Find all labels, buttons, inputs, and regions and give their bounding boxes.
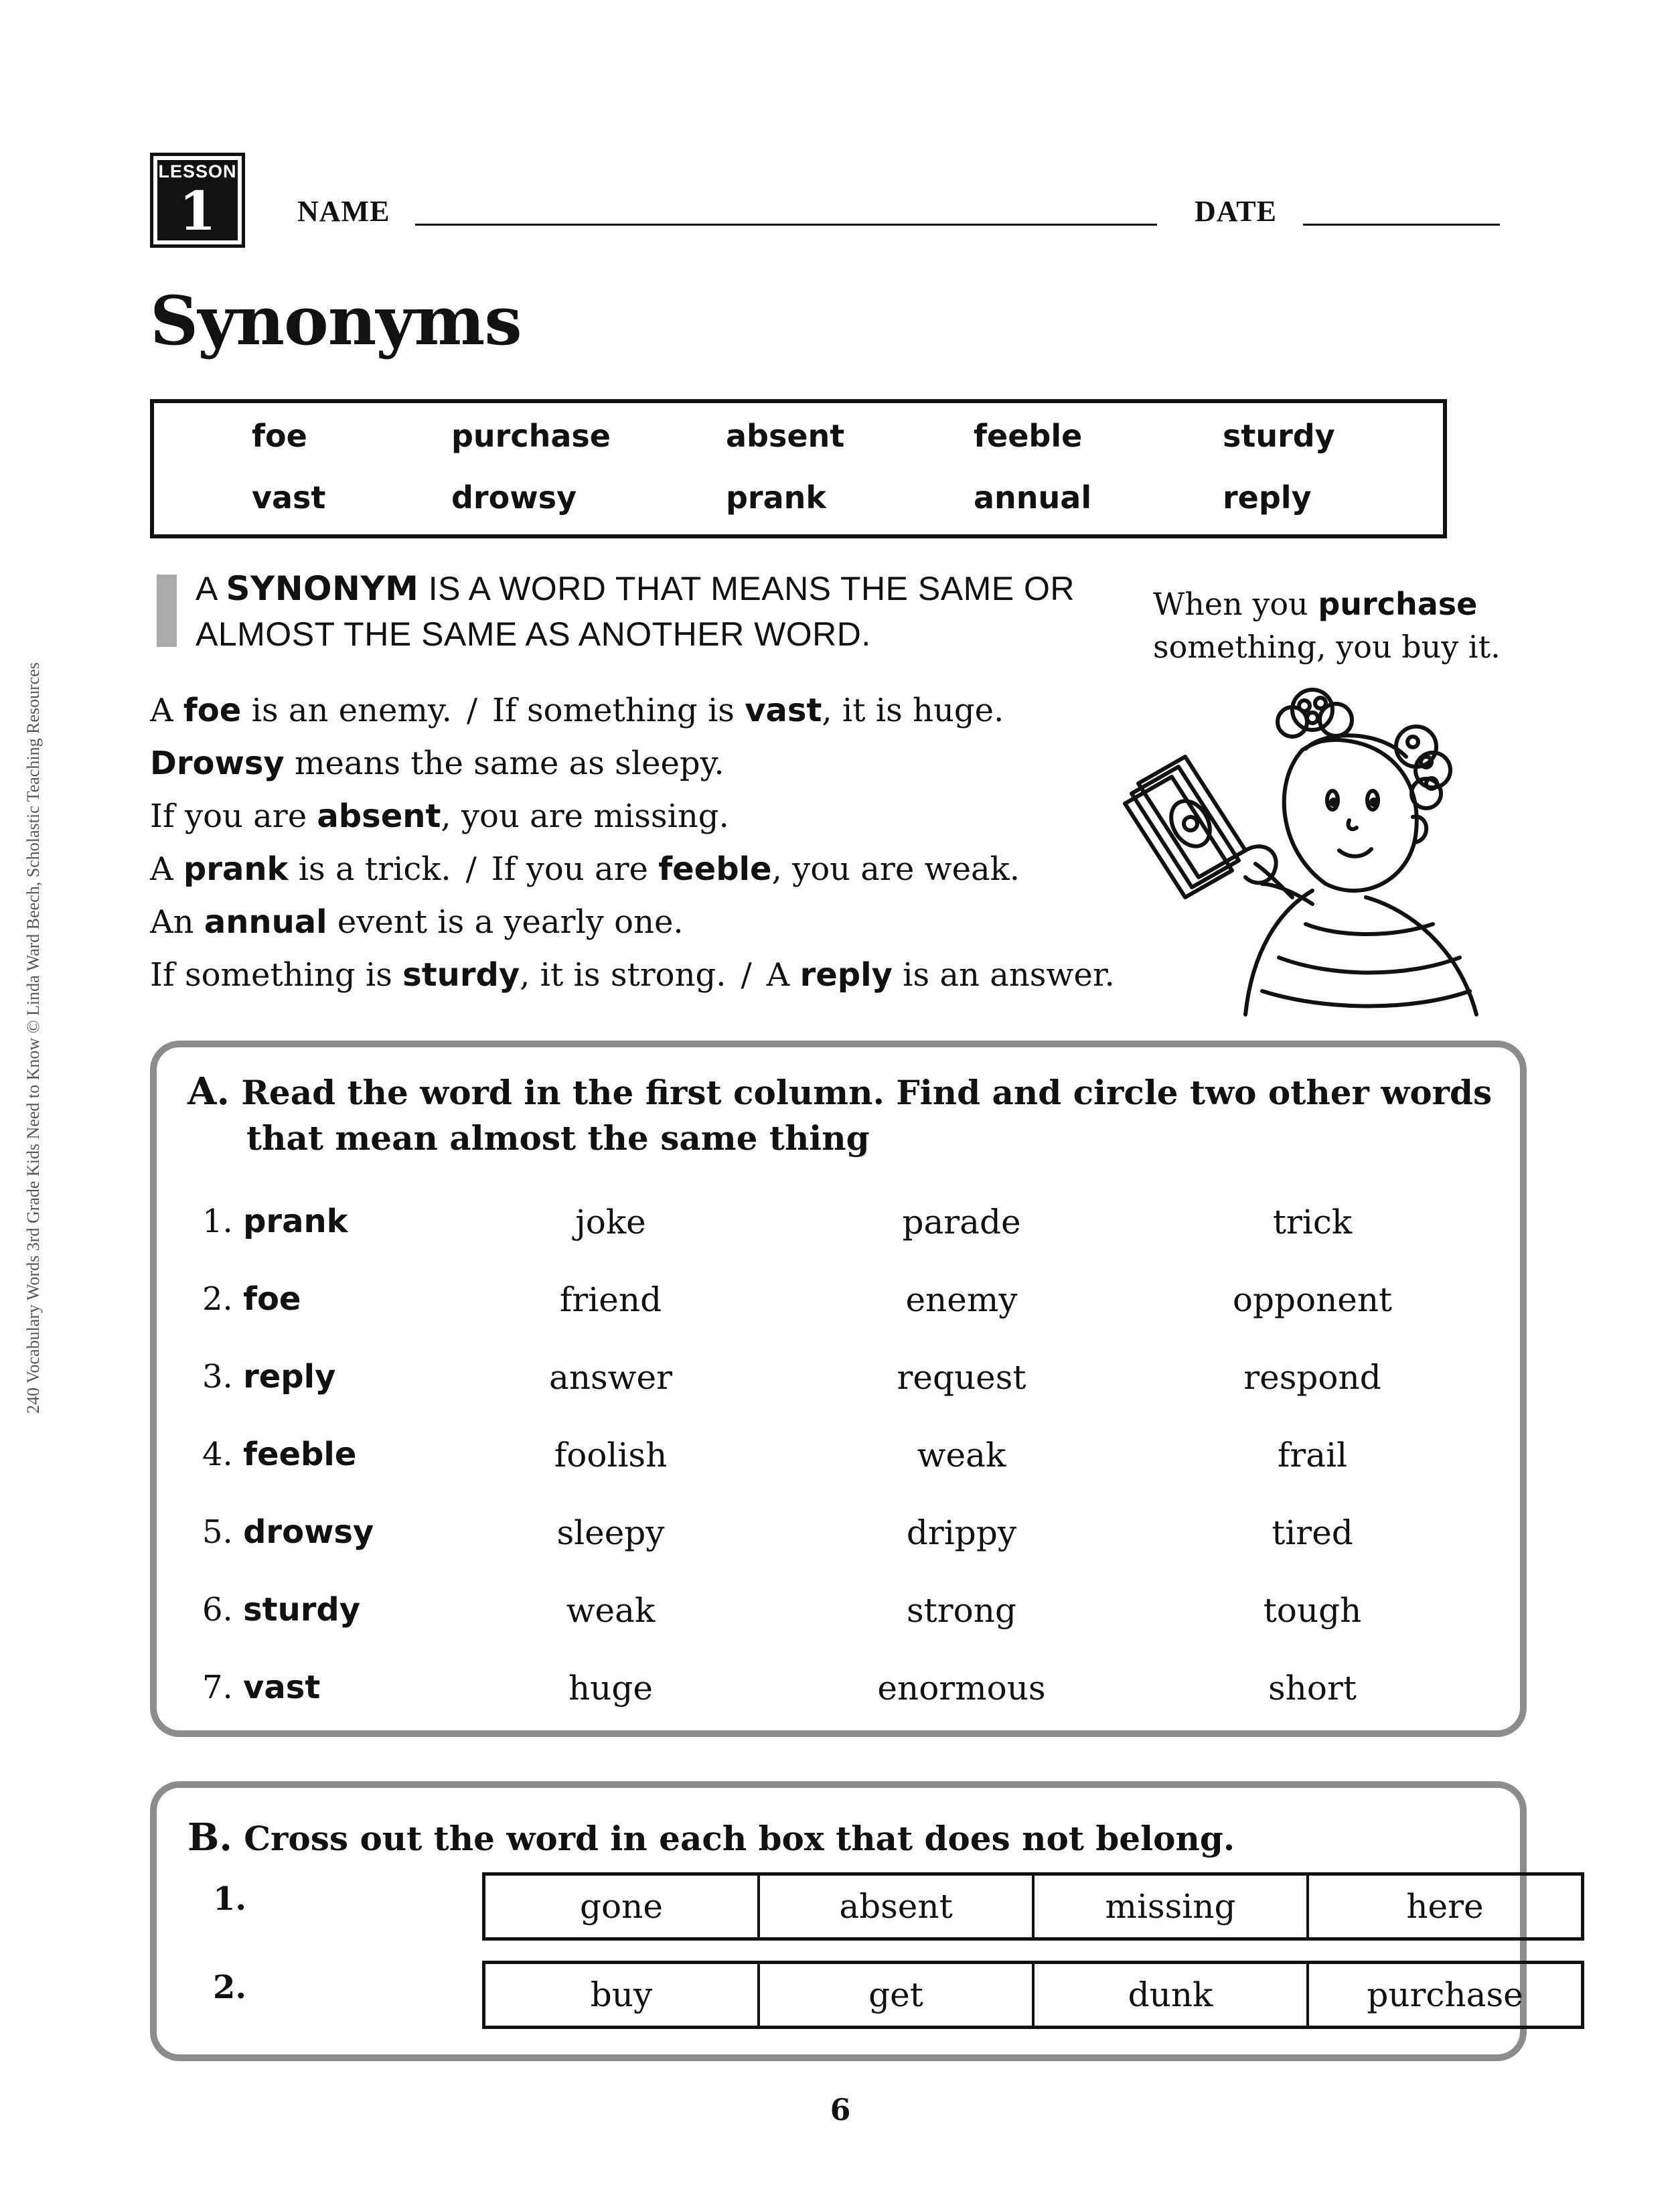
word-box-item: foe bbox=[252, 418, 307, 454]
crossout-word[interactable]: here bbox=[1406, 1887, 1484, 1926]
date-label: DATE bbox=[1195, 195, 1277, 228]
caption-word: purchase bbox=[1318, 586, 1478, 622]
row-num: 4. bbox=[202, 1436, 233, 1473]
vocab-word: feeble bbox=[658, 850, 772, 888]
definition-term: SYNONYM bbox=[226, 569, 419, 608]
vocab-word: vast bbox=[745, 692, 822, 729]
answer-option[interactable]: opponent bbox=[1232, 1280, 1393, 1319]
date-field[interactable] bbox=[1303, 224, 1500, 226]
sentence-text: , it is huge. bbox=[822, 692, 1004, 729]
word-box-item: annual bbox=[974, 479, 1092, 516]
instruction-line: Cross out the word in each box that does not belong. bbox=[244, 1819, 1235, 1858]
crossout-word[interactable]: dunk bbox=[1035, 1964, 1309, 2026]
answer-option[interactable]: parade bbox=[902, 1203, 1021, 1241]
word-box-row bbox=[482, 1961, 1584, 2029]
row-number bbox=[202, 1669, 320, 1706]
sentence-text: If something is bbox=[492, 692, 745, 729]
exercise-row bbox=[157, 1669, 1520, 1746]
row-number bbox=[202, 1436, 356, 1473]
exercise-a-instructions bbox=[187, 1069, 1500, 1161]
sentence-text: , you are missing. bbox=[441, 798, 729, 835]
caption-text: something, you buy it. bbox=[1153, 629, 1501, 665]
name-label: NAME bbox=[297, 195, 390, 228]
definition-text: IS A WORD THAT MEANS THE SAME OR ALMOST THE SAME AS ANOTHER WORD. bbox=[196, 570, 1075, 653]
exercise-row bbox=[157, 1513, 1520, 1591]
row-word: foe bbox=[243, 1280, 301, 1318]
answer-option[interactable]: drippy bbox=[906, 1513, 1017, 1552]
sentence-text: is an enemy. bbox=[241, 692, 452, 729]
sentence-text: A bbox=[766, 956, 800, 994]
lesson-number: 1 bbox=[179, 179, 216, 242]
answer-option[interactable]: foolish bbox=[554, 1436, 668, 1475]
sentence-line bbox=[150, 684, 1168, 737]
answer-option[interactable]: sleepy bbox=[556, 1513, 665, 1552]
answer-option[interactable]: strong bbox=[907, 1591, 1016, 1630]
row-word: reply bbox=[243, 1358, 336, 1396]
sentence-line bbox=[150, 790, 1168, 843]
row-word: feeble bbox=[243, 1436, 357, 1473]
answer-option[interactable]: tired bbox=[1272, 1513, 1353, 1552]
word-box-item: prank bbox=[726, 479, 826, 516]
side-credit: 240 Vocabulary Words 3rd Grade Kids Need to Know © Linda Ward Beech, Scholastic Teaching Resources bbox=[23, 662, 43, 1414]
answer-option[interactable]: weak bbox=[566, 1591, 656, 1630]
vocab-word: Drowsy bbox=[150, 745, 285, 782]
word-box-item: purchase bbox=[451, 418, 611, 454]
exercise-row bbox=[157, 1436, 1520, 1513]
sentence-text: , it is strong. bbox=[520, 956, 727, 994]
exercise-row bbox=[157, 1591, 1520, 1669]
definition-sentences bbox=[150, 684, 1168, 1002]
instruction-line: Read the word in the first column. Find and circle two other words bbox=[241, 1073, 1493, 1112]
row-number bbox=[202, 1203, 348, 1240]
answer-option[interactable]: frail bbox=[1277, 1436, 1348, 1475]
vocab-word: sturdy bbox=[402, 956, 520, 994]
row-num: 6. bbox=[202, 1591, 233, 1629]
crossout-word[interactable]: purchase bbox=[1367, 1975, 1523, 2014]
answer-option[interactable]: request bbox=[897, 1358, 1026, 1397]
row-num: 2. bbox=[202, 1280, 233, 1318]
answer-option[interactable]: tough bbox=[1263, 1591, 1362, 1630]
name-field[interactable] bbox=[415, 224, 1157, 226]
synonym-definition bbox=[196, 566, 1120, 657]
sentence-text: means the same as sleepy. bbox=[284, 745, 724, 782]
girl-with-money-illustration bbox=[1112, 683, 1486, 1018]
word-box-item: drowsy bbox=[451, 479, 577, 516]
sentence-line bbox=[150, 896, 1168, 949]
sentence-line bbox=[150, 949, 1168, 1002]
row-number bbox=[202, 1280, 301, 1318]
illustration-caption bbox=[1153, 583, 1528, 668]
exercise-b-instructions bbox=[187, 1815, 1500, 1862]
word-box-item: absent bbox=[726, 418, 845, 454]
word-box-item: feeble bbox=[974, 418, 1083, 454]
answer-option[interactable]: enormous bbox=[877, 1669, 1046, 1708]
sentence-text: A bbox=[150, 850, 183, 888]
row-number bbox=[202, 1591, 360, 1629]
answer-option[interactable]: enemy bbox=[905, 1280, 1018, 1319]
exercise-a-panel bbox=[150, 1041, 1527, 1737]
row-word: prank bbox=[243, 1203, 348, 1240]
vocab-word: foe bbox=[183, 692, 242, 729]
row-word: vast bbox=[243, 1669, 321, 1706]
exercise-row bbox=[157, 1280, 1520, 1358]
answer-option[interactable]: answer bbox=[549, 1358, 672, 1397]
word-box-item: sturdy bbox=[1223, 418, 1335, 454]
vocab-word: reply bbox=[799, 956, 893, 994]
row-number bbox=[202, 1358, 335, 1396]
crossout-word[interactable]: missing bbox=[1035, 1876, 1309, 1937]
crossout-word[interactable]: get bbox=[760, 1964, 1035, 2026]
page-title: Synonyms bbox=[150, 281, 522, 360]
exercise-a-letter: A. bbox=[187, 1069, 230, 1114]
crossout-word[interactable]: buy bbox=[485, 1964, 760, 2026]
sentence-text: is an answer. bbox=[892, 956, 1115, 994]
crossout-word[interactable]: absent bbox=[760, 1876, 1035, 1937]
vocab-word: absent bbox=[317, 798, 441, 835]
exercise-a-rows bbox=[157, 1203, 1520, 1746]
page-number: 6 bbox=[830, 2093, 851, 2127]
answer-option[interactable]: huge bbox=[568, 1669, 653, 1708]
row-number: 1. bbox=[213, 1880, 247, 1918]
separator: / bbox=[465, 850, 477, 888]
sentence-text: If you are bbox=[150, 798, 317, 835]
definition-text: A bbox=[196, 570, 226, 607]
sentence-line bbox=[150, 737, 1168, 790]
answer-option[interactable]: weak bbox=[917, 1436, 1006, 1475]
sentence-line bbox=[150, 843, 1168, 896]
vocab-word: prank bbox=[183, 850, 289, 888]
instruction-line: that mean almost the same thing bbox=[246, 1118, 870, 1158]
lesson-badge bbox=[150, 153, 245, 248]
word-box-row bbox=[482, 1872, 1584, 1941]
sentence-text: A bbox=[150, 692, 183, 729]
row-word: drowsy bbox=[243, 1513, 374, 1551]
answer-option[interactable]: joke bbox=[575, 1203, 646, 1241]
separator: / bbox=[741, 956, 752, 994]
row-num: 3. bbox=[202, 1358, 233, 1396]
answer-option[interactable]: respond bbox=[1243, 1358, 1381, 1397]
exercise-row bbox=[157, 1203, 1520, 1280]
exercise-b-letter: B. bbox=[187, 1815, 232, 1860]
sentence-text: If something is bbox=[150, 956, 403, 994]
definition-bar bbox=[157, 575, 177, 647]
row-word: sturdy bbox=[243, 1591, 361, 1629]
exercise-row bbox=[157, 1358, 1520, 1436]
sentence-text: , you are weak. bbox=[771, 850, 1020, 888]
row-num: 1. bbox=[202, 1203, 233, 1240]
row-num: 7. bbox=[202, 1669, 233, 1706]
sentence-text: If you are bbox=[491, 850, 659, 888]
vocab-word: annual bbox=[204, 903, 327, 941]
sentence-text: event is a yearly one. bbox=[327, 903, 684, 941]
row-number bbox=[202, 1513, 374, 1551]
sentence-text: is a trick. bbox=[288, 850, 451, 888]
word-box bbox=[150, 399, 1447, 538]
lesson-label: LESSON bbox=[158, 161, 237, 181]
answer-option[interactable]: short bbox=[1268, 1669, 1357, 1708]
answer-option[interactable]: friend bbox=[559, 1280, 662, 1319]
caption-text: When you bbox=[1153, 586, 1318, 622]
word-box-item: vast bbox=[252, 479, 326, 516]
row-num: 5. bbox=[202, 1513, 233, 1551]
sentence-text: An bbox=[150, 903, 204, 941]
word-box-item: reply bbox=[1223, 479, 1312, 516]
exercise-b-panel bbox=[150, 1781, 1527, 2061]
separator: / bbox=[466, 692, 478, 729]
row-number: 2. bbox=[213, 1969, 247, 2006]
answer-option[interactable]: trick bbox=[1272, 1203, 1353, 1241]
crossout-word[interactable]: gone bbox=[485, 1876, 760, 1937]
